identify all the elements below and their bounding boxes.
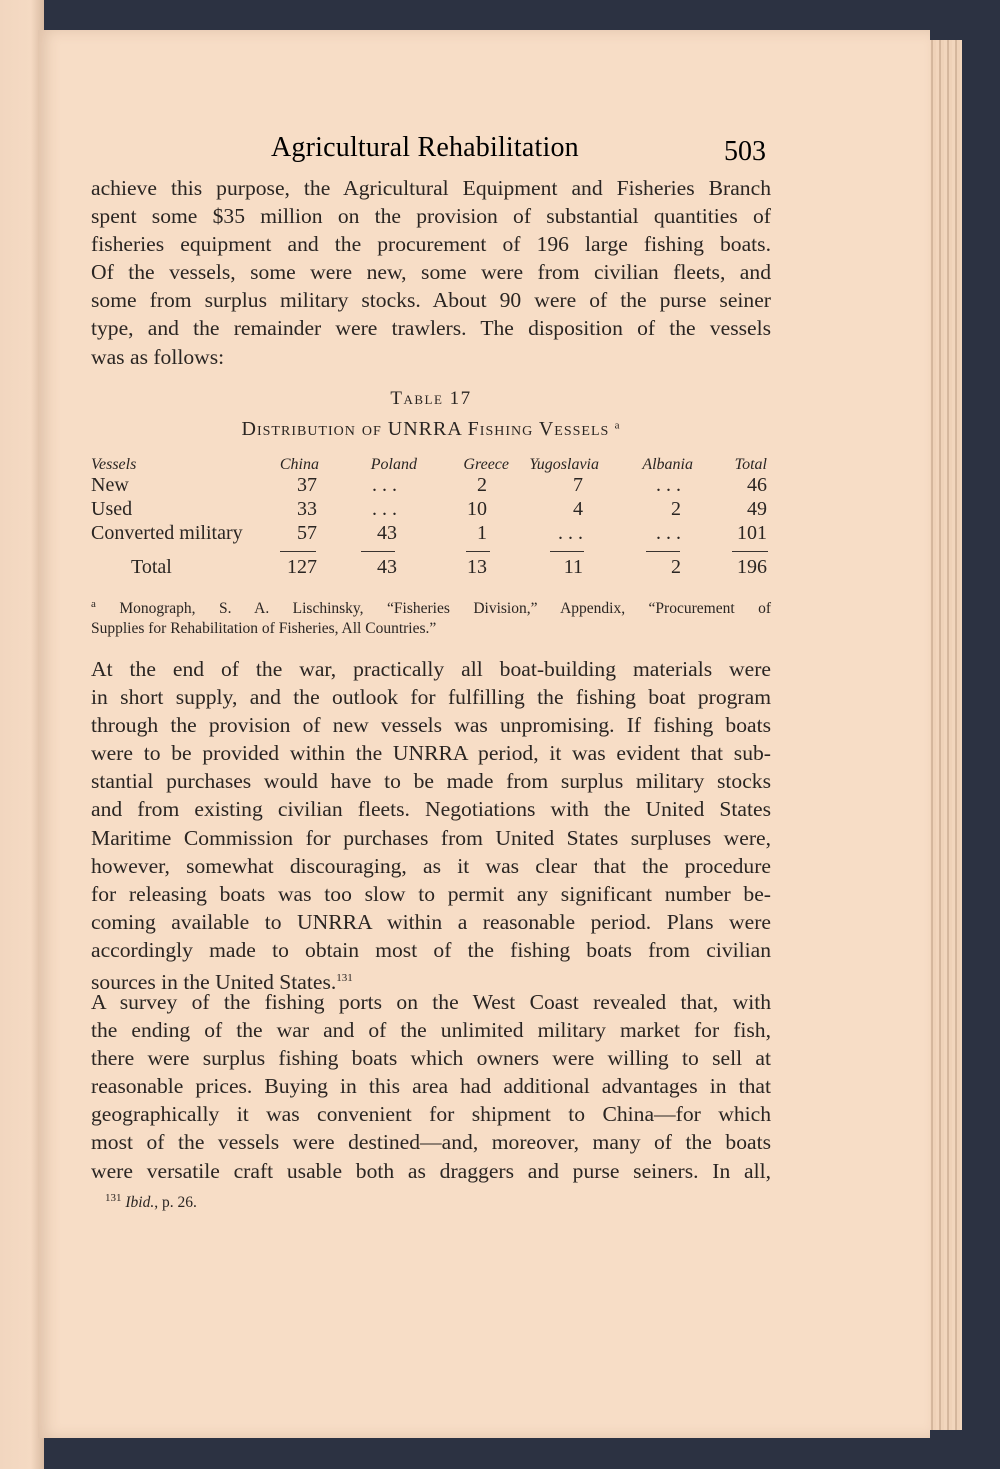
cell-poland: 43 <box>377 522 397 544</box>
text-line: and from existing civilian fleets. Negotiations with the United States <box>91 797 771 822</box>
footnote-line <box>91 594 771 619</box>
row-label: Used <box>91 498 133 520</box>
column-header-china: China <box>279 456 319 473</box>
cell-poland: . . . <box>372 474 397 496</box>
cell-total: 196 <box>737 556 767 578</box>
text-line: were to be provided within the UNRRA period, it was evident that sub- <box>91 741 771 766</box>
text-line: however, somewhat discouraging, as it was clear that the procedure <box>91 853 771 878</box>
cell-china: 33 <box>297 498 317 520</box>
text-line: geographically it was convenient for shipment to China—for which <box>91 1102 771 1127</box>
text-line: fisheries equipment and the procurement of 196 large fishing boats. <box>91 232 771 257</box>
text-line: stantial purchases would have to be made from surplus military stocks <box>91 769 771 794</box>
paragraph-1 <box>91 174 771 371</box>
text-line: Of the vessels, some were new, some were from civilian fleets, and <box>91 260 771 285</box>
table-title <box>91 418 771 441</box>
cell-albania: 2 <box>671 556 681 578</box>
text-line: in short supply, and the outlook for fulfilling the fishing boat program <box>91 685 771 710</box>
cell-yugoslavia: 4 <box>573 498 583 520</box>
footnote-ref: Ibid. <box>125 1194 155 1212</box>
cell-poland: . . . <box>372 498 397 520</box>
column-header-yugoslavia: Yugoslavia <box>529 456 599 473</box>
text-line: was as follows: <box>91 344 225 369</box>
table-title-note: a <box>614 419 621 432</box>
cell-china: 127 <box>287 556 317 578</box>
running-title: Agricultural Rehabilitation <box>271 132 579 163</box>
cell-total: 46 <box>747 474 767 496</box>
cell-greece: 2 <box>477 474 487 496</box>
table-row-new <box>91 474 771 500</box>
cell-greece: 1 <box>477 522 487 544</box>
text-line: there were surplus fishing boats which owners were willing to sell at <box>91 1046 771 1071</box>
paragraph-3 <box>91 988 771 1185</box>
footnote-mark: 131 <box>105 1192 122 1204</box>
column-header-poland: Poland <box>370 456 417 473</box>
page-stack-edge <box>928 40 962 1430</box>
text-line: through the provision of new vessels was unpromising. If fishing boats <box>91 713 771 738</box>
cell-greece: 10 <box>467 498 487 520</box>
row-label: Converted military <box>91 522 243 544</box>
cell-china: 57 <box>297 522 317 544</box>
text-line: most of the vessels were destined—and, moreover, many of the boats <box>91 1130 771 1155</box>
cell-china: 37 <box>297 474 317 496</box>
text-line-content: sources in the United States. <box>91 970 337 995</box>
text-line: achieve this purpose, the Agricultural Equipment and Fisheries Branch <box>91 176 771 200</box>
text-line: were versatile craft usable both as draggers and purse seiners. In all, <box>91 1158 771 1183</box>
total-rule-yugoslavia <box>550 551 584 552</box>
text-line: A survey of the fishing ports on the West Coast revealed that, with <box>91 990 771 1014</box>
text-line: type, and the remainder were trawlers. The disposition of the vessels <box>91 316 771 341</box>
text-line: accordingly made to obtain most of the fishing boats from civilian <box>91 937 771 962</box>
cell-albania: . . . <box>656 474 681 496</box>
footnote-131 <box>105 1192 197 1212</box>
text-line: some from surplus military stocks. About 90 were of the purse seiner <box>91 288 771 313</box>
cell-yugoslavia: . . . <box>558 522 583 544</box>
column-header-greece: Greece <box>463 456 509 473</box>
row-label: New <box>91 474 129 496</box>
cell-yugoslavia: 11 <box>563 556 583 578</box>
table-row-total <box>91 556 771 582</box>
table-label-text: Table 17 <box>390 388 472 409</box>
table-title-text: Distribution of UNRRA Fishing Vessels <box>241 418 610 440</box>
row-label: Total <box>131 556 172 578</box>
page-number: 503 <box>724 136 766 167</box>
column-header-vessels: Vessels <box>91 456 137 473</box>
table-row-used <box>91 498 771 524</box>
table-footnote <box>91 594 771 639</box>
total-rule-china <box>280 551 316 552</box>
table-row-converted-military <box>91 522 771 548</box>
footnote-page: , p. 26. <box>154 1194 197 1212</box>
text-line: coming available to UNRRA within a reasonable period. Plans were <box>91 909 771 934</box>
column-header-total: Total <box>734 456 767 473</box>
cell-poland: 43 <box>377 556 397 578</box>
text-line: At the end of the war, practically all boat-building materials were <box>91 657 771 681</box>
running-head <box>91 132 771 168</box>
cell-yugoslavia: 7 <box>573 474 583 496</box>
footnote-text: Monograph, S. A. Lischinsky, “Fisheries Division,” Appendix, “Procurement of <box>119 600 772 618</box>
total-rule-poland <box>361 551 395 552</box>
cell-albania: 2 <box>671 498 681 520</box>
text-line: for releasing boats was too slow to permit any significant number be- <box>91 881 771 906</box>
total-rule-albania <box>646 551 680 552</box>
footnote-ref-131: 131 <box>336 972 353 985</box>
cell-total: 49 <box>747 498 767 520</box>
cell-greece: 13 <box>467 556 487 578</box>
text-line: the ending of the war and of the unlimited military market for fish, <box>91 1018 771 1043</box>
paragraph-2 <box>91 655 771 996</box>
text-line: spent some $35 million on the provision of substantial quantities of <box>91 204 771 229</box>
footnote-mark: a <box>91 598 96 610</box>
footnote-line: Supplies for Rehabilitation of Fisheries, All Countries.” <box>91 620 437 638</box>
cell-total: 101 <box>737 522 767 544</box>
table-label <box>91 388 771 410</box>
total-rule-greece <box>466 551 490 552</box>
text-line: reasonable prices. Buying in this area had additional advantages in that <box>91 1074 771 1099</box>
text-line: Maritime Commission for purchases from United States surpluses were, <box>91 825 771 850</box>
column-header-albania: Albania <box>642 456 693 473</box>
cell-albania: . . . <box>656 522 681 544</box>
total-rule-total <box>732 551 768 552</box>
